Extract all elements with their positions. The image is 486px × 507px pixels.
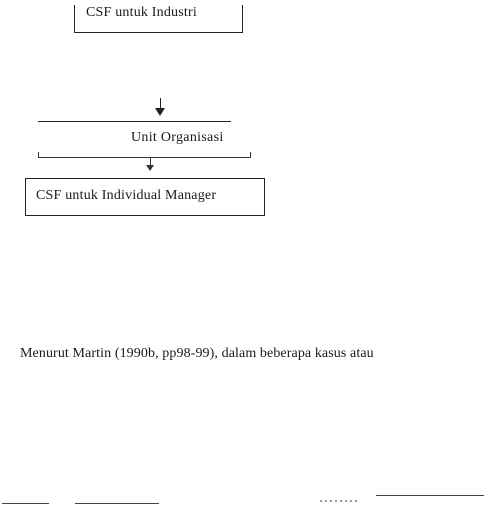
- footer-rule-2: [75, 503, 159, 504]
- unit-organisasi-label: Unit Organisasi: [131, 130, 224, 145]
- unit-bottom-rule: [38, 157, 251, 158]
- unit-top-rule: [38, 121, 231, 122]
- unit-bracket-right: [250, 152, 251, 158]
- csf-individual-manager-label: CSF untuk Individual Manager: [36, 188, 217, 203]
- csf-industri-label: CSF untuk Industri: [86, 5, 197, 20]
- footer-dots: [320, 500, 358, 502]
- arrow-down-icon: [155, 108, 165, 116]
- arrow-down-small-icon: [146, 165, 154, 171]
- footer-rule-1: [2, 503, 49, 504]
- footer-rule-3: [376, 495, 484, 496]
- body-paragraph: Menurut Martin (1990b, pp98-99), dalam beberapa kasus atau: [20, 346, 374, 361]
